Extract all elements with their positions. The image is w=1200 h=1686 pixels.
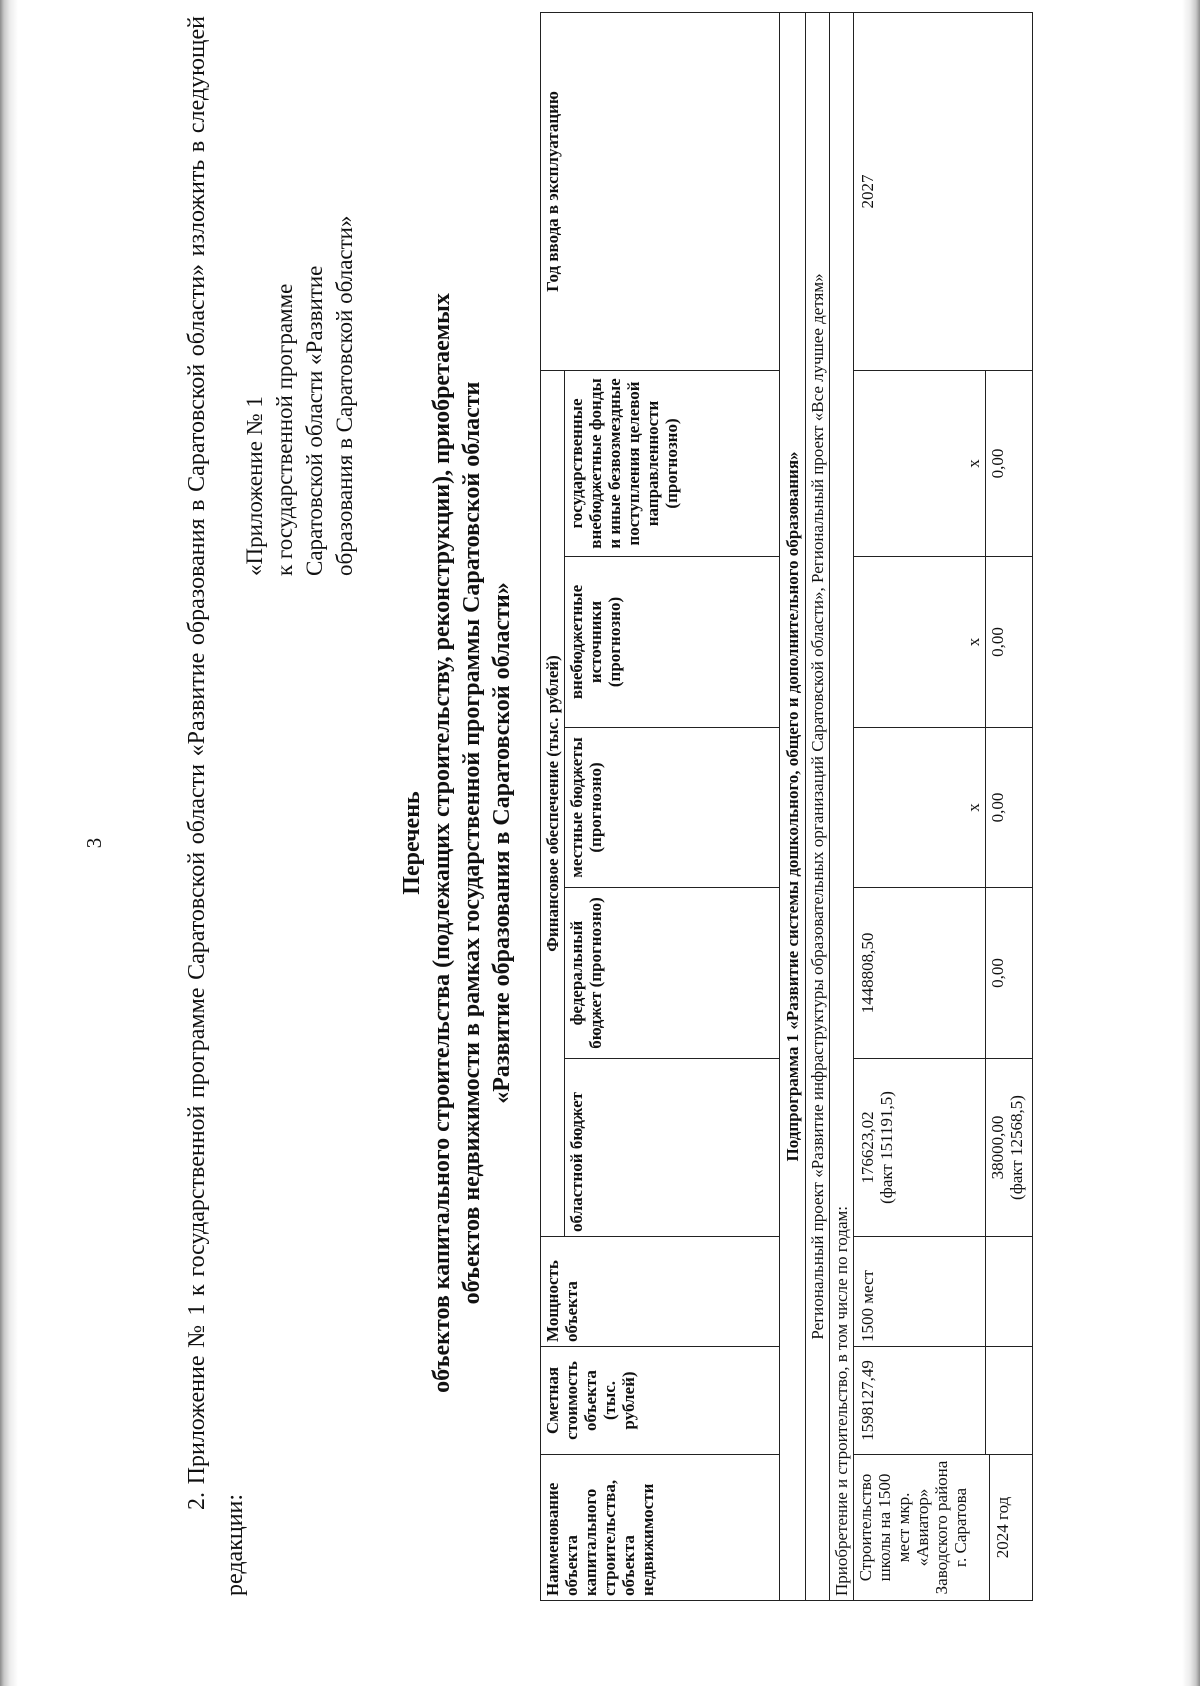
object-federal-budget: 1448808,50 — [854, 888, 986, 1059]
year-federal-budget: 0,00 — [986, 888, 1033, 1059]
object-state-funds: x — [854, 370, 986, 556]
object-commissioning-year: 2027 — [854, 12, 1033, 370]
regional-project-row: Региональный проект «Развитие инфраструктуры образовательных организаций Саратовской области», Региональный проект «Все лучшее детям» — [806, 12, 830, 1600]
header-local-budgets: местные бюджеты (прогнозно) — [565, 728, 780, 888]
header-offbudget-sources: внебюджетные источники (прогнозно) — [565, 557, 780, 728]
object-name: Строительство школы на 1500 мест мкр. «Авиатор» Заводского района г. Саратова — [854, 1455, 990, 1600]
year-regional-fact: (факт 12568,5) — [1007, 1095, 1026, 1200]
header-financing: Финансовое обеспечение (тыс. рублей) — [541, 370, 565, 1236]
document-title — [397, 0, 517, 1686]
page-number: 3 — [82, 837, 106, 849]
year-state-funds: 0,00 — [986, 370, 1033, 556]
section-row: Приобретение и строительство, в том числе по годам: — [830, 12, 854, 1600]
year-label: 2024 год — [993, 1496, 1012, 1559]
object-local-budgets: x — [854, 728, 986, 888]
appendix-line: образования в Саратовской области» — [332, 215, 357, 576]
regional-fact: (факт 151191,5) — [877, 1091, 896, 1204]
header-object-name: Наименование объекта капитального строительства, объекта недвижимости — [541, 1455, 780, 1601]
subprogram-row: Подпрограмма 1 «Развитие системы дошкольного, общего и дополнительного образования» — [780, 12, 806, 1600]
header-state-offbudget-funds: государственные внебюджетные фонды и иные безвозмездные поступления целевой направленности (прогнозно) — [565, 370, 780, 556]
object-regional-budget — [854, 1059, 986, 1237]
table-row — [830, 12, 854, 1600]
intro-paragraph: 2. Приложение № 1 к государственной программе Саратовской области «Развитие образования в Саратовской области» изложить в следующей редакции: — [184, 16, 248, 1596]
header-federal-budget: федеральный бюджет (прогнозно) — [565, 888, 780, 1059]
capital-objects-table — [540, 12, 1033, 1601]
year-cost-empty — [986, 1347, 1033, 1455]
object-capacity: 1500 мест — [854, 1237, 986, 1347]
header-capacity: Мощность объекта — [541, 1237, 780, 1347]
regional-value: 176623,02 — [858, 1111, 877, 1184]
year-regional-budget — [986, 1059, 1033, 1237]
appendix-line: Саратовской области «Развитие — [302, 265, 327, 576]
year-offbudget: 0,00 — [986, 557, 1033, 728]
year-capacity-empty — [986, 1237, 1033, 1347]
year-regional-value: 38000,00 — [988, 1115, 1007, 1180]
header-regional-budget: областной бюджет — [565, 1059, 780, 1237]
title-line: Перечень — [399, 791, 425, 895]
header-estimated-cost: Сметная стоимость объекта (тыс. рублей) — [541, 1347, 780, 1455]
title-line: объектов недвижимости в рамках государственной программы Саратовской области — [459, 381, 485, 1305]
appendix-line: к государственной программе — [272, 283, 297, 576]
table-row — [806, 12, 830, 1600]
table-row — [780, 12, 806, 1600]
title-line: объектов капитального строительства (подлежащих строительству, реконструкции), приобретаемых — [429, 293, 455, 1393]
object-name-cell — [854, 1455, 1033, 1601]
appendix-line: «Приложение № 1 — [242, 396, 267, 576]
header-commissioning-year: Год ввода в эксплуатацию — [541, 12, 780, 370]
year-local-budgets: 0,00 — [986, 728, 1033, 888]
appendix-reference — [240, 116, 360, 576]
title-line: «Развитие образования в Саратовской области» — [489, 582, 515, 1104]
table-row — [854, 12, 986, 1600]
object-cost: 1598127,49 — [854, 1347, 986, 1455]
object-offbudget: x — [854, 557, 986, 728]
